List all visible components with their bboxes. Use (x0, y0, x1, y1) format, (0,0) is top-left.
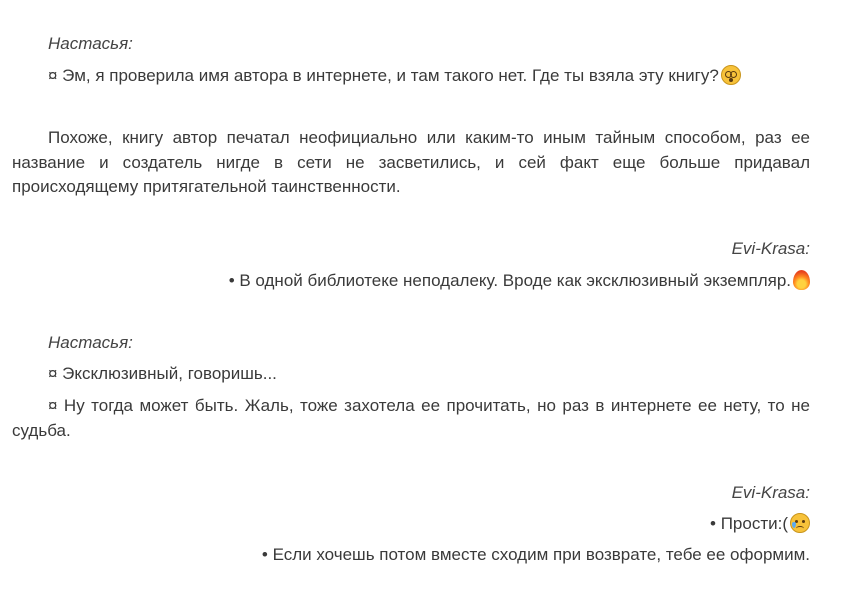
message-line: ¤ Эксклюзивный, говоришь... (48, 364, 277, 383)
message-line (12, 512, 810, 536)
message-text: ¤ Эм, я проверила имя автора в интернете, и там такого нет. Где ты взяла эту книгу? (48, 66, 719, 85)
message-line (12, 269, 810, 293)
speaker-name: Настасья: (48, 34, 133, 53)
message-paragraph: ¤ Ну тогда может быть. Жаль, тоже захотела ее прочитать, но раз в интернете ее нету, то не судьба. (12, 396, 810, 440)
fire-emoji-icon (793, 270, 810, 290)
message-line: • Если хочешь потом вместе сходим при возврате, тебе ее оформим. (261, 545, 810, 564)
sad-tear-face-emoji-icon (790, 513, 810, 533)
speaker-name: Evi-Krasa: (731, 483, 810, 502)
dizzy-face-emoji-icon (721, 65, 741, 85)
message-text: • В одной библиотеке неподалеку. Вроде как эксклюзивный экземпляр. (228, 271, 791, 290)
speaker-name: Evi-Krasa: (731, 239, 810, 258)
message-line (12, 64, 810, 88)
speaker-name: Настасья: (48, 333, 133, 352)
message-text: • Прости:( (710, 514, 788, 533)
narration-paragraph: Похоже, книгу автор печатал неофициально или каким-то иным тайным способом, раз ее название и создатель нигде в сети не засветились, и сей факт еще больше придавал происходящему притягательной таинственности. (12, 128, 810, 196)
